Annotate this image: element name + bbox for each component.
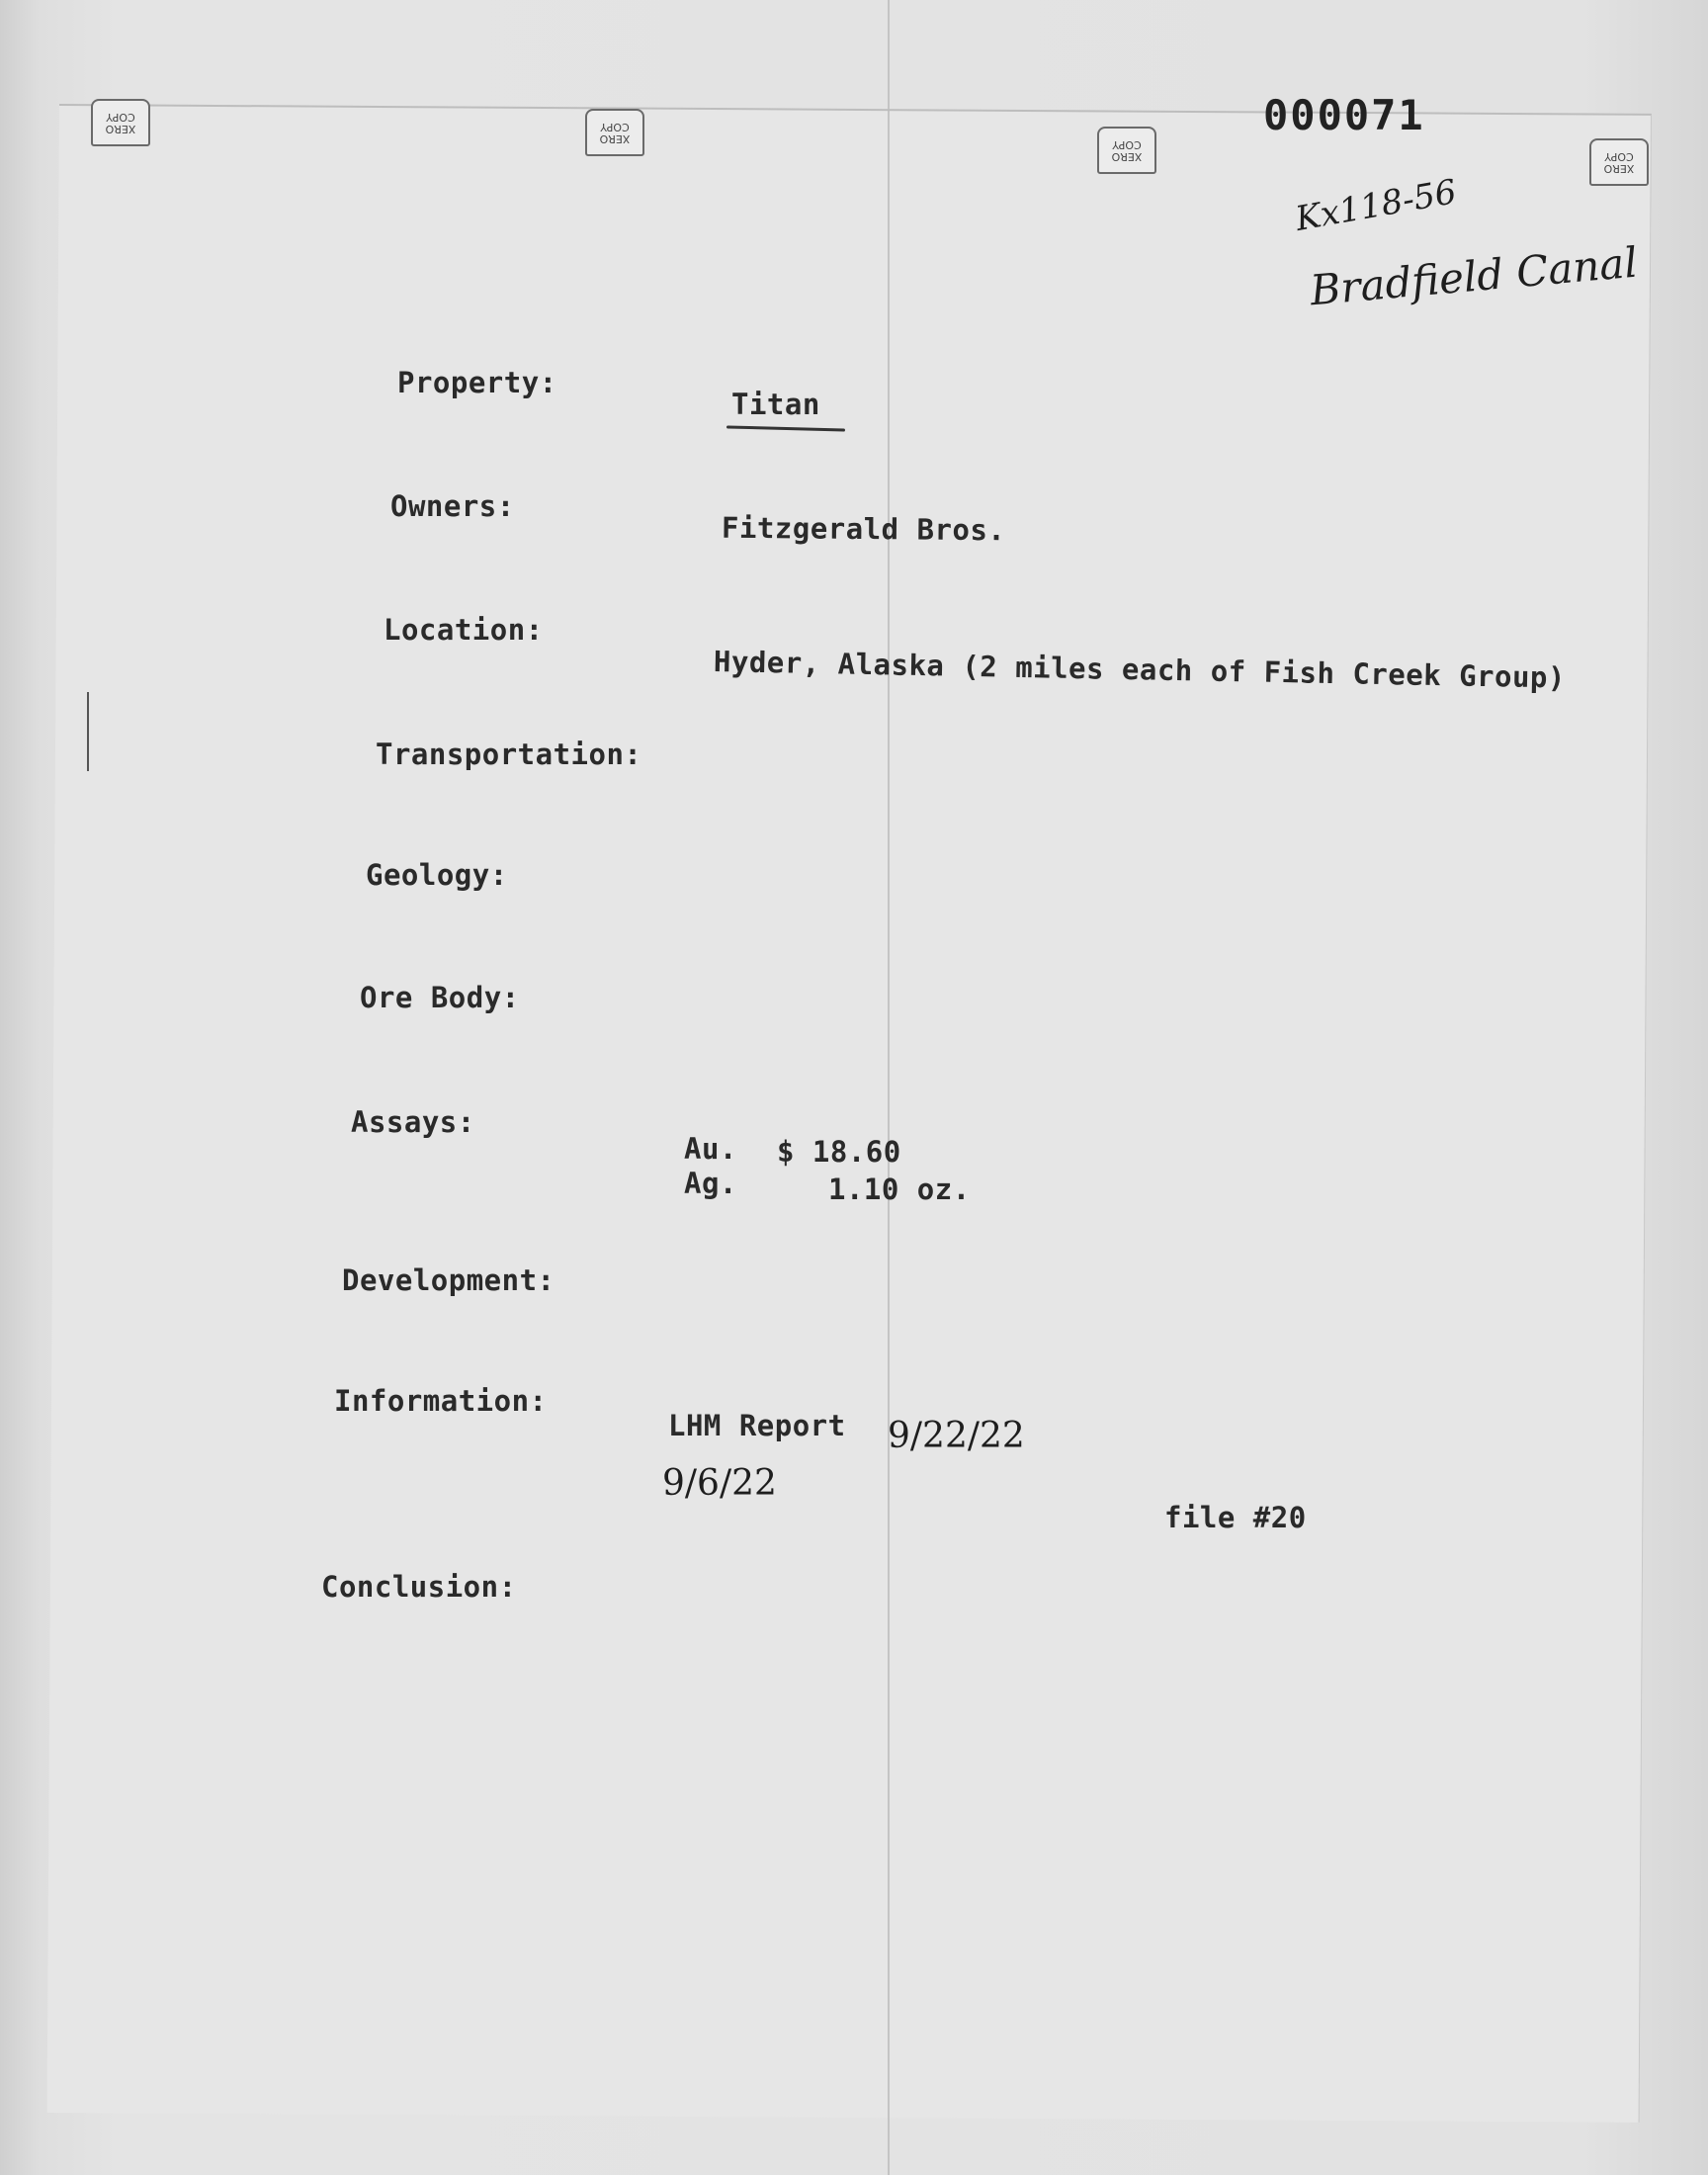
xero-tab-line2: COPY: [600, 121, 630, 133]
xero-tab-line2: COPY: [106, 111, 135, 124]
property-value: Titan: [731, 388, 820, 421]
information-label: Information:: [334, 1384, 548, 1418]
ore-body-label: Ore Body:: [360, 981, 520, 1014]
xero-copy-tab: [1589, 138, 1649, 186]
assays-label: Assays:: [351, 1105, 475, 1139]
xero-tab-line1: XERO: [599, 132, 631, 145]
au-value: $ 18.60: [777, 1135, 901, 1169]
ag-value: 1.10 oz.: [828, 1173, 971, 1206]
au-symbol: Au.: [684, 1132, 737, 1166]
owners-value: Fitzgerald Bros.: [721, 510, 1006, 548]
xero-tab-line2: COPY: [1604, 150, 1634, 163]
information-date1: 9/22/22: [888, 1416, 1025, 1456]
xero-copy-tab: [91, 99, 150, 146]
owners-label: Owners:: [390, 489, 515, 523]
xero-tab-line1: XERO: [1603, 162, 1635, 175]
conclusion-label: Conclusion:: [321, 1570, 517, 1604]
margin-mark: [87, 692, 89, 771]
information-date2: 9/6/22: [662, 1463, 777, 1504]
ag-symbol: Ag.: [684, 1167, 737, 1200]
handwritten-name: Bradfield Canal: [1308, 237, 1640, 315]
xero-tab-line2: COPY: [1112, 138, 1142, 151]
xero-copy-tab: [585, 109, 644, 156]
fold-line: [888, 0, 890, 2175]
information-file: file #20: [1164, 1501, 1307, 1534]
development-label: Development:: [342, 1263, 555, 1297]
information-report: LHM Report: [668, 1409, 846, 1442]
xero-tab-line1: XERO: [105, 123, 136, 135]
xero-copy-tab: [1097, 127, 1156, 174]
geology-label: Geology:: [366, 858, 508, 892]
document-sheet: [47, 104, 1652, 2123]
handwritten-code: Kx118-56: [1292, 172, 1460, 239]
property-label: Property:: [397, 366, 557, 399]
transportation-label: Transportation:: [376, 738, 642, 771]
document-number: 000071: [1263, 91, 1425, 139]
location-value: Hyder, Alaska (2 miles each of Fish Creek Group): [713, 645, 1567, 695]
location-label: Location:: [384, 613, 544, 647]
xero-tab-line1: XERO: [1111, 150, 1143, 163]
